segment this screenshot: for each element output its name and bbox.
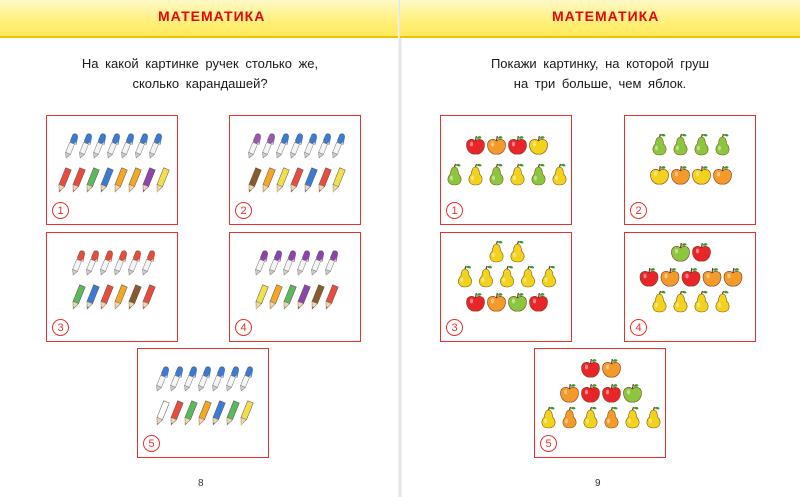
- pen-icon: [296, 250, 312, 277]
- apple-icon: [530, 136, 548, 154]
- right-question-line-2: на три больше, чем яблок.: [513, 76, 687, 91]
- left-question-line-1: На какой картинке ручек столько же,: [81, 56, 319, 71]
- pear-icon: [490, 164, 503, 185]
- pencil-icon: [154, 168, 169, 193]
- left-question-line-2: сколько карандашей?: [132, 76, 268, 91]
- pen-icon: [92, 133, 108, 160]
- pear-icon: [469, 164, 482, 185]
- pen-icon: [324, 250, 340, 277]
- pen-icon: [183, 366, 199, 393]
- pen-icon: [282, 250, 298, 277]
- pen-icon: [134, 133, 150, 160]
- pear-icon: [584, 407, 597, 428]
- fruit-card-2[interactable]: [624, 115, 756, 225]
- pencil-icon: [84, 168, 99, 193]
- apple-icon: [561, 384, 579, 402]
- pear-icon: [647, 407, 660, 428]
- pencil-icon: [253, 285, 268, 310]
- pencil-icon: [126, 285, 141, 310]
- apple-icon: [488, 293, 506, 311]
- fruit-card-5[interactable]: [534, 348, 666, 458]
- pen-icon: [141, 250, 157, 277]
- pear-icon: [511, 164, 524, 185]
- pen-icon: [120, 133, 136, 160]
- pencil-icon: [70, 168, 85, 193]
- pear-icon: [448, 164, 461, 185]
- pencil-icon: [56, 168, 71, 193]
- pen-icon: [197, 366, 213, 393]
- pencil-icon: [112, 285, 127, 310]
- pencil-icon: [182, 401, 197, 426]
- pencil-icon: [246, 168, 261, 193]
- pens-card-5[interactable]: [137, 348, 269, 458]
- card-number: 2: [235, 202, 252, 219]
- card-number: 4: [630, 319, 647, 336]
- pencil-icon: [260, 168, 275, 193]
- card-number: 4: [235, 319, 252, 336]
- pens-card-2[interactable]: [229, 115, 361, 225]
- card-number: 3: [446, 319, 463, 336]
- apple-icon: [467, 136, 485, 154]
- pencil-icon: [154, 401, 169, 426]
- apple-icon: [530, 293, 548, 311]
- pen-icon: [225, 366, 241, 393]
- card-number: 1: [446, 202, 463, 219]
- apple-icon: [603, 384, 621, 402]
- pear-icon: [542, 407, 555, 428]
- fruit-card-1[interactable]: [440, 115, 572, 225]
- pencil-icon: [274, 168, 289, 193]
- pen-icon: [85, 250, 101, 277]
- apple-icon: [603, 359, 621, 377]
- pear-icon: [563, 407, 576, 428]
- apple-icon: [661, 268, 679, 286]
- apple-icon: [672, 243, 690, 261]
- card-number: 5: [143, 435, 160, 452]
- right-question: [400, 54, 800, 94]
- pen-icon: [169, 366, 185, 393]
- pens-card-4[interactable]: [229, 232, 361, 342]
- pear-icon: [500, 266, 513, 287]
- pen-icon: [261, 133, 277, 160]
- pencil-icon: [302, 168, 317, 193]
- left-page-number: 8: [198, 478, 204, 489]
- right-page-number: 9: [595, 478, 601, 489]
- pear-icon: [695, 291, 708, 312]
- pear-icon: [521, 266, 534, 287]
- pen-icon: [239, 366, 255, 393]
- right-question-line-1: Покажи картинку, на которой груш: [490, 56, 710, 71]
- pen-icon: [71, 250, 87, 277]
- pencil-icon: [295, 285, 310, 310]
- pencil-icon: [98, 285, 113, 310]
- pencil-icon: [281, 285, 296, 310]
- pear-icon: [605, 407, 618, 428]
- pear-icon: [490, 241, 503, 262]
- right-header-title: МАТЕМАТИКА: [552, 8, 660, 24]
- pen-icon: [310, 250, 326, 277]
- pens-card-3[interactable]: [46, 232, 178, 342]
- pencil-icon: [288, 168, 303, 193]
- pear-icon: [479, 266, 492, 287]
- left-header-bar: [0, 0, 400, 38]
- pen-icon: [211, 366, 227, 393]
- apple-icon: [624, 384, 642, 402]
- pear-icon: [532, 164, 545, 185]
- pear-icon: [553, 164, 566, 185]
- pencil-icon: [140, 168, 155, 193]
- pencil-icon: [140, 285, 155, 310]
- pencil-icon: [267, 285, 282, 310]
- pencil-icon: [224, 401, 239, 426]
- apple-icon: [682, 268, 700, 286]
- pencil-icon: [168, 401, 183, 426]
- left-header-title: МАТЕМАТИКА: [158, 8, 266, 24]
- pear-icon: [716, 134, 729, 155]
- pencil-icon: [196, 401, 211, 426]
- apple-icon: [693, 243, 711, 261]
- pen-icon: [275, 133, 291, 160]
- apple-icon: [509, 293, 527, 311]
- pencil-icon: [70, 285, 85, 310]
- pear-icon: [511, 241, 524, 262]
- apple-icon: [724, 268, 742, 286]
- pencil-icon: [323, 285, 338, 310]
- right-page: [400, 0, 800, 497]
- apple-icon: [703, 268, 721, 286]
- pencil-icon: [309, 285, 324, 310]
- pencil-icon: [238, 401, 253, 426]
- pen-icon: [113, 250, 129, 277]
- pen-icon: [247, 133, 263, 160]
- apple-icon: [640, 268, 658, 286]
- pencil-icon: [210, 401, 225, 426]
- card-number: 1: [52, 202, 69, 219]
- apple-icon: [467, 293, 485, 311]
- pen-icon: [78, 133, 94, 160]
- apple-icon: [651, 166, 669, 184]
- left-question: [0, 54, 400, 94]
- pear-icon: [626, 407, 639, 428]
- pen-icon: [99, 250, 115, 277]
- pen-icon: [106, 133, 122, 160]
- pencil-icon: [330, 168, 345, 193]
- pencil-icon: [84, 285, 99, 310]
- pear-icon: [674, 291, 687, 312]
- pen-icon: [331, 133, 347, 160]
- apple-icon: [693, 166, 711, 184]
- apple-icon: [714, 166, 732, 184]
- pen-icon: [254, 250, 270, 277]
- apple-icon: [582, 359, 600, 377]
- apple-icon: [672, 166, 690, 184]
- pen-icon: [155, 366, 171, 393]
- card-number: 2: [630, 202, 647, 219]
- pencil-icon: [126, 168, 141, 193]
- card-number: 3: [52, 319, 69, 336]
- pear-icon: [695, 134, 708, 155]
- pear-icon: [653, 134, 666, 155]
- pen-icon: [127, 250, 143, 277]
- pen-icon: [289, 133, 305, 160]
- pencil-icon: [316, 168, 331, 193]
- pear-icon: [674, 134, 687, 155]
- pen-icon: [148, 133, 164, 160]
- right-header-bar: [400, 0, 800, 38]
- pen-icon: [303, 133, 319, 160]
- pear-icon: [458, 266, 471, 287]
- pear-icon: [653, 291, 666, 312]
- apple-icon: [582, 384, 600, 402]
- fruit-card-3[interactable]: [440, 232, 572, 342]
- pear-icon: [716, 291, 729, 312]
- card-number: 5: [540, 435, 557, 452]
- pencil-icon: [112, 168, 127, 193]
- pear-icon: [542, 266, 555, 287]
- apple-icon: [509, 136, 527, 154]
- pens-card-1[interactable]: [46, 115, 178, 225]
- pencil-icon: [98, 168, 113, 193]
- pen-icon: [317, 133, 333, 160]
- apple-icon: [488, 136, 506, 154]
- fruit-card-4[interactable]: [624, 232, 756, 342]
- pen-icon: [268, 250, 284, 277]
- pen-icon: [64, 133, 80, 160]
